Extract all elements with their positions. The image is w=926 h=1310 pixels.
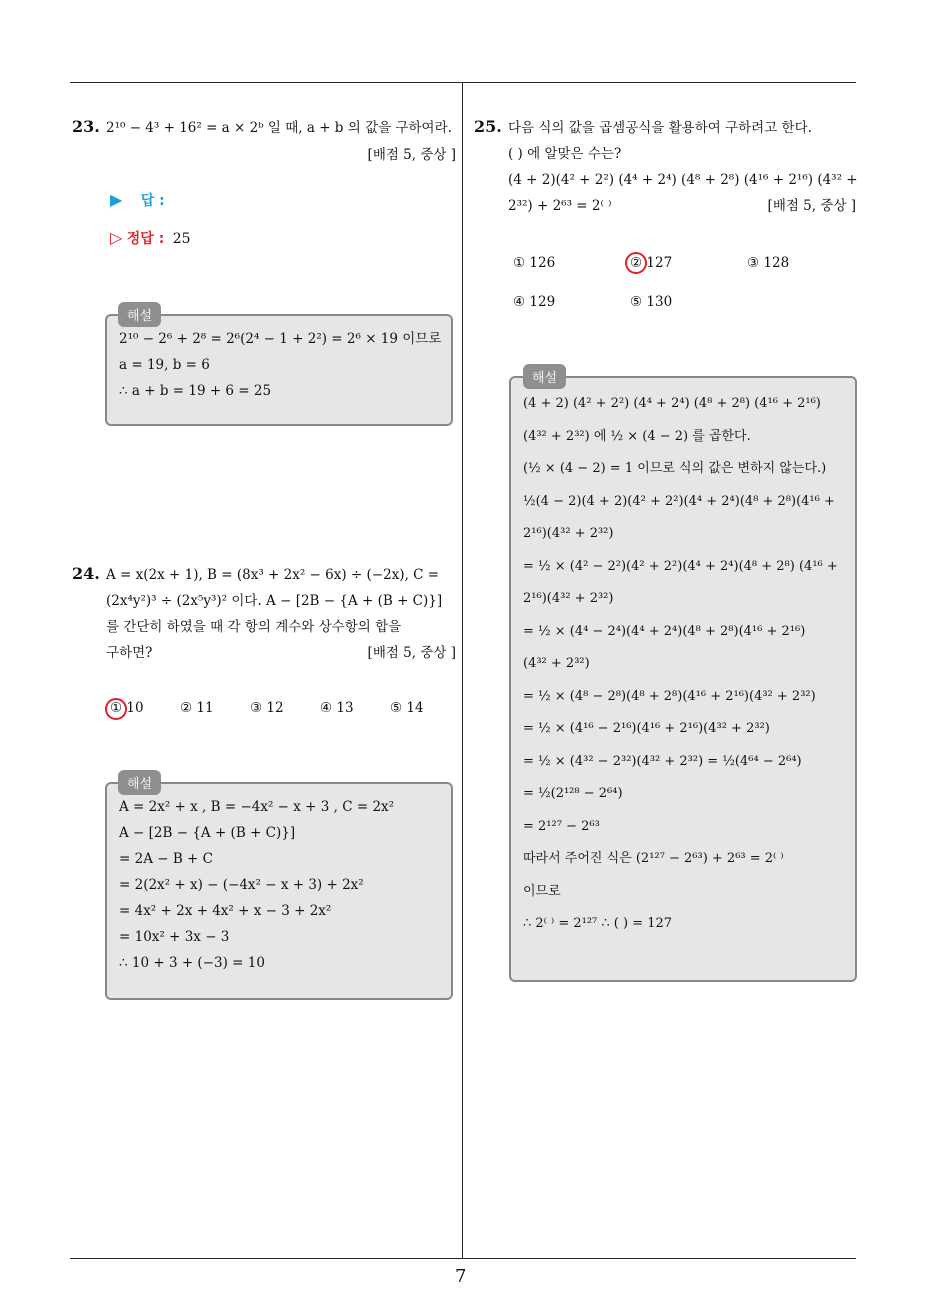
q25-solution-tag: 해설: [523, 364, 566, 389]
q24-text-line: (2x⁴y²)³ ÷ (2x⁵y³)² 이다. A − [2B − {A + (B + C)}]: [106, 593, 443, 609]
q23-solution-box: [105, 314, 453, 426]
q24-solution-line: = 10x² + 3x − 3: [119, 929, 230, 945]
q25-choice-2[interactable]: ② 127: [630, 255, 673, 271]
q23-meta: [배점 5, 중상 ]: [367, 147, 456, 163]
q23-number: 23.: [72, 117, 100, 136]
q24-text-line: 구하면?: [106, 645, 153, 661]
q24-solution-line: = 2(2x² + x) − (−4x² − x + 3) + 2x²: [119, 877, 364, 893]
column-divider: [462, 82, 463, 1258]
q25-solution-line: (½ × (4 − 2) = 1 이므로 식의 값은 변하지 않는다.): [523, 461, 827, 476]
q25-solution-line: = 2¹²⁷ − 2⁶³: [523, 818, 600, 834]
q25-solution-line: = ½ × (4² − 2²)(4² + 2²)(4⁴ + 2⁴)(4⁸ + 2⁸) (4¹⁶ +: [523, 558, 838, 574]
q25-solution-line: (4³² + 2³²): [523, 656, 590, 671]
selected-answer-circle-icon: [105, 698, 127, 720]
q25-solution-line: = ½ × (4⁴ − 2⁴)(4⁴ + 2⁴)(4⁸ + 2⁸)(4¹⁶ + 2¹⁶): [523, 623, 806, 639]
q23-solution-tag: 해설: [118, 302, 161, 327]
q23-solution-line: a = 19, b = 6: [119, 357, 210, 373]
q25-solution-line: 이므로: [523, 883, 561, 899]
q25-choice-4[interactable]: ④ 129: [513, 294, 556, 310]
q25-solution-line: (4³² + 2³²) 에 ½ × (4 − 2) 를 곱한다.: [523, 428, 751, 444]
correct-answer-label: 정답 :: [126, 231, 165, 247]
q25-text-line: 2³²) + 2⁶³ = 2⁽ ⁾: [508, 198, 612, 214]
play-arrow-icon: ▶: [110, 190, 123, 209]
q24-solution-box: [105, 782, 453, 1000]
q25-text-line: 다음 식의 값을 곱셈공식을 활용하여 구하려고 한다.: [508, 120, 812, 136]
q24-solution-line: A = 2x² + x , B = −4x² − x + 3 , C = 2x²: [119, 799, 395, 815]
q25-solution-line: ∴ 2⁽ ⁾ = 2¹²⁷ ∴ ( ) = 127: [523, 916, 673, 931]
q24-solution-line: = 2A − B + C: [119, 851, 213, 867]
q24-solution-line: ∴ 10 + 3 + (−3) = 10: [119, 955, 265, 971]
q25-solution-line: = ½ × (4⁸ − 2⁸)(4⁸ + 2⁸)(4¹⁶ + 2¹⁶)(4³² + 2³²): [523, 688, 816, 704]
q25-solution-line: ½(4 − 2)(4 + 2)(4² + 2²)(4⁴ + 2⁴)(4⁸ + 2⁸)(4¹⁶ +: [523, 493, 835, 509]
q25-solution-line: 따라서 주어진 식은 (2¹²⁷ − 2⁶³) + 2⁶³ = 2⁽ ⁾: [523, 851, 784, 866]
bottom-rule: [70, 1258, 856, 1259]
q25-solution-box: [509, 376, 857, 982]
q23-solution-line: ∴ a + b = 19 + 6 = 25: [119, 383, 272, 399]
q25-choice-5[interactable]: ⑤ 130: [630, 294, 673, 310]
q24-choice-2[interactable]: ② 11: [180, 700, 214, 716]
q25-solution-line: 2¹⁶)(4³² + 2³²): [523, 591, 614, 606]
q24-solution-line: A − [2B − {A + (B + C)}]: [119, 825, 296, 841]
q25-solution-line: = ½(2¹²⁸ − 2⁶⁴): [523, 786, 623, 801]
page-number: 7: [455, 1266, 467, 1287]
q25-solution-line: 2¹⁶)(4³² + 2³²): [523, 526, 614, 541]
q25-number: 25.: [474, 117, 502, 136]
q24-solution-tag: 해설: [118, 770, 161, 795]
q24-text-line: A = x(2x + 1), B = (8x³ + 2x² − 6x) ÷ (−2x), C =: [106, 567, 440, 583]
outline-arrow-icon: ▷: [110, 228, 123, 247]
q25-meta: [배점 5, 중상 ]: [767, 198, 856, 214]
q24-choice-4[interactable]: ④ 13: [320, 700, 354, 716]
q24-choice-5[interactable]: ⑤ 14: [390, 700, 424, 716]
top-rule: [70, 82, 856, 83]
selected-answer-circle-icon: [625, 252, 647, 274]
q24-text-line: 를 간단히 하였을 때 각 항의 계수와 상수항의 합을: [106, 619, 402, 635]
q25-choice-1[interactable]: ① 126: [513, 255, 556, 271]
q24-choice-3[interactable]: ③ 12: [250, 700, 284, 716]
q23-solution-line: 2¹⁰ − 2⁶ + 2⁸ = 2⁶(2⁴ − 1 + 2²) = 2⁶ × 19 이므로: [119, 331, 442, 347]
q25-choice-3[interactable]: ③ 128: [747, 255, 790, 271]
q25-text-line: ( ) 에 알맞은 수는?: [508, 146, 622, 162]
q23-text: 2¹⁰ − 4³ + 16² = a × 2ᵇ 일 때, a + b 의 값을 구하여라.: [106, 120, 452, 136]
q23-correct-row: [110, 228, 191, 248]
q24-meta: [배점 5, 중상 ]: [367, 645, 456, 661]
q25-text-line: (4 + 2)(4² + 2²) (4⁴ + 2⁴) (4⁸ + 2⁸) (4¹⁶ + 2¹⁶) (4³² +: [508, 172, 858, 188]
q24-number: 24.: [72, 564, 100, 583]
q25-solution-line: = ½ × (4¹⁶ − 2¹⁶)(4¹⁶ + 2¹⁶)(4³² + 2³²): [523, 721, 770, 736]
q24-solution-line: = 4x² + 2x + 4x² + x − 3 + 2x²: [119, 903, 332, 919]
q23-answer-row: [110, 190, 165, 210]
correct-answer-value: 25: [172, 231, 191, 247]
q25-solution-line: (4 + 2) (4² + 2²) (4⁴ + 2⁴) (4⁸ + 2⁸) (4¹⁶ + 2¹⁶): [523, 396, 821, 411]
q24-choice-1[interactable]: ① 10: [110, 700, 144, 716]
answer-label: 답 :: [140, 193, 165, 209]
q25-solution-line: = ½ × (4³² − 2³²)(4³² + 2³²) = ½(4⁶⁴ − 2⁶⁴): [523, 753, 802, 769]
